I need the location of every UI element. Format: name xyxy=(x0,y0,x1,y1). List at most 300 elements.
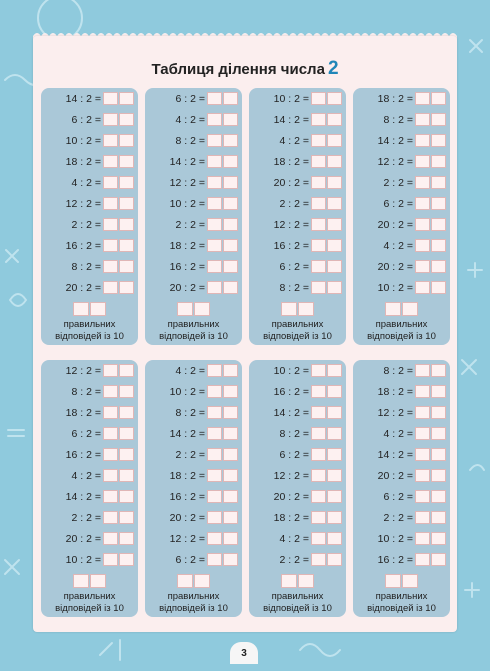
score-box[interactable] xyxy=(385,302,401,316)
exercise-expression: 16 : 2 = xyxy=(169,261,205,273)
answer-box[interactable] xyxy=(119,92,134,105)
exercise-expression: 2 : 2 = xyxy=(175,219,205,231)
answer-box[interactable] xyxy=(103,176,118,189)
answer-box[interactable] xyxy=(311,553,326,566)
answer-box[interactable] xyxy=(207,113,222,126)
answer-box[interactable] xyxy=(207,260,222,273)
answer-box[interactable] xyxy=(223,260,238,273)
answer-box[interactable] xyxy=(431,427,446,440)
answer-box[interactable] xyxy=(311,511,326,524)
answer-box[interactable] xyxy=(103,239,118,252)
answer-box[interactable] xyxy=(311,134,326,147)
answer-box[interactable] xyxy=(119,490,134,503)
exercise-expression: 6 : 2 = xyxy=(279,261,309,273)
exercise-row xyxy=(41,259,138,275)
exercise-expression: 12 : 2 = xyxy=(65,365,101,377)
score-box[interactable] xyxy=(177,574,193,588)
answer-box[interactable] xyxy=(207,490,222,503)
answer-box[interactable] xyxy=(311,448,326,461)
exercise-row xyxy=(145,531,242,547)
score-caption-line1: правильних xyxy=(63,591,116,602)
score-caption-line1: правильних xyxy=(375,319,428,330)
answer-box[interactable] xyxy=(327,406,342,419)
answer-box[interactable] xyxy=(119,511,134,524)
answer-box[interactable] xyxy=(431,176,446,189)
answer-box[interactable] xyxy=(327,553,342,566)
exercise-row xyxy=(41,217,138,233)
answer-box[interactable] xyxy=(207,406,222,419)
answer-box[interactable] xyxy=(207,281,222,294)
exercise-row xyxy=(353,384,450,400)
exercise-expression: 8 : 2 = xyxy=(383,114,413,126)
answer-box[interactable] xyxy=(103,92,118,105)
answer-box[interactable] xyxy=(327,490,342,503)
answer-box[interactable] xyxy=(223,511,238,524)
score-box[interactable] xyxy=(90,302,106,316)
answer-box[interactable] xyxy=(431,92,446,105)
score-box[interactable] xyxy=(298,302,314,316)
answer-box[interactable] xyxy=(103,260,118,273)
answer-box[interactable] xyxy=(119,218,134,231)
answer-box[interactable] xyxy=(415,260,430,273)
answer-box[interactable] xyxy=(415,134,430,147)
score-caption xyxy=(347,591,456,614)
answer-box[interactable] xyxy=(327,176,342,189)
answer-box[interactable] xyxy=(207,134,222,147)
answer-box[interactable] xyxy=(431,134,446,147)
exercise-row xyxy=(249,238,346,254)
answer-box[interactable] xyxy=(119,239,134,252)
score-caption-line1: правильних xyxy=(63,319,116,330)
exercise-expression: 16 : 2 = xyxy=(169,491,205,503)
answer-box[interactable] xyxy=(119,532,134,545)
exercise-row xyxy=(145,510,242,526)
answer-box[interactable] xyxy=(327,385,342,398)
exercise-row xyxy=(353,510,450,526)
answer-box[interactable] xyxy=(103,427,118,440)
exercise-expression: 18 : 2 = xyxy=(377,93,413,105)
answer-box[interactable] xyxy=(207,92,222,105)
exercise-row xyxy=(41,531,138,547)
answer-box[interactable] xyxy=(431,260,446,273)
exercise-row xyxy=(353,552,450,568)
exercise-expression: 16 : 2 = xyxy=(65,449,101,461)
answer-box[interactable] xyxy=(311,385,326,398)
answer-box[interactable] xyxy=(119,155,134,168)
answer-box[interactable] xyxy=(327,197,342,210)
exercise-expression: 6 : 2 = xyxy=(175,554,205,566)
answer-box[interactable] xyxy=(223,176,238,189)
exercise-expression: 6 : 2 = xyxy=(279,449,309,461)
exercise-expression: 6 : 2 = xyxy=(71,114,101,126)
exercise-row xyxy=(353,133,450,149)
exercise-row xyxy=(249,531,346,547)
exercise-expression: 20 : 2 = xyxy=(273,177,309,189)
score-caption-line1: правильних xyxy=(375,591,428,602)
exercise-expression: 8 : 2 = xyxy=(175,135,205,147)
answer-box[interactable] xyxy=(119,448,134,461)
answer-box[interactable] xyxy=(415,532,430,545)
score-box[interactable] xyxy=(90,574,106,588)
answer-box[interactable] xyxy=(327,532,342,545)
exercise-row xyxy=(353,405,450,421)
exercise-row xyxy=(249,196,346,212)
exercise-row xyxy=(249,489,346,505)
score-caption-line2: відповідей із 10 xyxy=(367,602,436,614)
answer-box[interactable] xyxy=(311,427,326,440)
answer-box[interactable] xyxy=(415,469,430,482)
exercise-row xyxy=(353,363,450,379)
exercise-expression: 20 : 2 = xyxy=(65,282,101,294)
score-box[interactable] xyxy=(194,302,210,316)
answer-box[interactable] xyxy=(431,281,446,294)
answer-box[interactable] xyxy=(223,239,238,252)
answer-box[interactable] xyxy=(103,448,118,461)
answer-box[interactable] xyxy=(223,364,238,377)
exercise-row xyxy=(145,447,242,463)
answer-box[interactable] xyxy=(327,155,342,168)
answer-box[interactable] xyxy=(327,281,342,294)
answer-box[interactable] xyxy=(223,281,238,294)
answer-box[interactable] xyxy=(311,532,326,545)
answer-box[interactable] xyxy=(119,406,134,419)
answer-box[interactable] xyxy=(415,490,430,503)
exercise-expression: 8 : 2 = xyxy=(279,282,309,294)
answer-box[interactable] xyxy=(103,155,118,168)
exercise-row xyxy=(145,91,242,107)
score-caption-line1: правильних xyxy=(167,319,220,330)
answer-box[interactable] xyxy=(415,448,430,461)
answer-box[interactable] xyxy=(119,281,134,294)
exercise-expression: 12 : 2 = xyxy=(65,198,101,210)
answer-box[interactable] xyxy=(327,239,342,252)
score-caption-line1: правильних xyxy=(271,319,324,330)
answer-box[interactable] xyxy=(327,92,342,105)
answer-box[interactable] xyxy=(431,385,446,398)
answer-box[interactable] xyxy=(207,155,222,168)
exercise-row xyxy=(145,175,242,191)
answer-box[interactable] xyxy=(207,239,222,252)
answer-box[interactable] xyxy=(103,113,118,126)
answer-box[interactable] xyxy=(327,113,342,126)
exercise-expression: 14 : 2 = xyxy=(377,449,413,461)
exercise-expression: 14 : 2 = xyxy=(273,114,309,126)
answer-box[interactable] xyxy=(311,281,326,294)
answer-box[interactable] xyxy=(103,532,118,545)
answer-box[interactable] xyxy=(119,364,134,377)
answer-box[interactable] xyxy=(431,448,446,461)
answer-box[interactable] xyxy=(431,553,446,566)
score-caption xyxy=(347,319,456,342)
exercise-expression: 18 : 2 = xyxy=(273,156,309,168)
exercise-expression: 12 : 2 = xyxy=(169,533,205,545)
exercise-expression: 10 : 2 = xyxy=(377,282,413,294)
exercise-expression: 6 : 2 = xyxy=(383,198,413,210)
exercise-row xyxy=(41,552,138,568)
answer-box[interactable] xyxy=(311,239,326,252)
answer-box[interactable] xyxy=(311,92,326,105)
answer-box[interactable] xyxy=(327,218,342,231)
exercise-row xyxy=(249,468,346,484)
answer-box[interactable] xyxy=(327,448,342,461)
answer-box[interactable] xyxy=(431,155,446,168)
exercise-row xyxy=(249,363,346,379)
answer-box[interactable] xyxy=(207,364,222,377)
exercise-expression: 20 : 2 = xyxy=(377,219,413,231)
answer-box[interactable] xyxy=(207,385,222,398)
answer-box[interactable] xyxy=(327,469,342,482)
exercise-expression: 12 : 2 = xyxy=(169,177,205,189)
exercise-expression: 10 : 2 = xyxy=(273,93,309,105)
exercise-row xyxy=(41,384,138,400)
answer-box[interactable] xyxy=(431,469,446,482)
exercise-row xyxy=(145,552,242,568)
answer-box[interactable] xyxy=(327,134,342,147)
answer-box[interactable] xyxy=(119,197,134,210)
exercise-row xyxy=(145,259,242,275)
answer-box[interactable] xyxy=(103,385,118,398)
exercise-row xyxy=(249,426,346,442)
exercise-expression: 12 : 2 = xyxy=(377,407,413,419)
answer-box[interactable] xyxy=(431,218,446,231)
answer-box[interactable] xyxy=(415,427,430,440)
exercise-expression: 10 : 2 = xyxy=(377,533,413,545)
answer-box[interactable] xyxy=(223,448,238,461)
exercise-row xyxy=(353,196,450,212)
score-caption-line2: відповідей із 10 xyxy=(159,602,228,614)
answer-box[interactable] xyxy=(119,553,134,566)
exercise-card xyxy=(145,360,242,617)
answer-box[interactable] xyxy=(103,511,118,524)
exercise-row xyxy=(145,405,242,421)
answer-box[interactable] xyxy=(223,155,238,168)
answer-box[interactable] xyxy=(223,469,238,482)
exercise-row xyxy=(249,112,346,128)
score-caption-line2: відповідей із 10 xyxy=(263,602,332,614)
exercise-row xyxy=(249,384,346,400)
exercise-expression: 4 : 2 = xyxy=(71,177,101,189)
answer-box[interactable] xyxy=(431,406,446,419)
answer-box[interactable] xyxy=(327,364,342,377)
score-box[interactable] xyxy=(298,574,314,588)
exercise-row xyxy=(145,154,242,170)
answer-box[interactable] xyxy=(311,364,326,377)
exercise-row xyxy=(249,552,346,568)
score-caption-line1: правильних xyxy=(271,591,324,602)
answer-box[interactable] xyxy=(431,364,446,377)
exercise-row xyxy=(145,280,242,296)
exercise-expression: 14 : 2 = xyxy=(65,491,101,503)
answer-box[interactable] xyxy=(311,469,326,482)
exercise-row xyxy=(353,217,450,233)
exercise-row xyxy=(41,91,138,107)
exercise-expression: 8 : 2 = xyxy=(279,428,309,440)
answer-box[interactable] xyxy=(103,553,118,566)
exercise-expression: 12 : 2 = xyxy=(273,219,309,231)
answer-box[interactable] xyxy=(223,92,238,105)
answer-box[interactable] xyxy=(415,113,430,126)
exercise-expression: 4 : 2 = xyxy=(175,114,205,126)
score-box[interactable] xyxy=(281,302,297,316)
exercise-card xyxy=(353,88,450,345)
exercise-row xyxy=(41,447,138,463)
score-box[interactable] xyxy=(73,302,89,316)
exercise-expression: 4 : 2 = xyxy=(279,135,309,147)
answer-box[interactable] xyxy=(223,532,238,545)
answer-box[interactable] xyxy=(311,260,326,273)
answer-box[interactable] xyxy=(415,155,430,168)
answer-box[interactable] xyxy=(431,239,446,252)
score-caption xyxy=(35,319,144,342)
exercise-row xyxy=(145,217,242,233)
exercise-row xyxy=(249,259,346,275)
exercise-expression: 14 : 2 = xyxy=(273,407,309,419)
score-caption-line2: відповідей із 10 xyxy=(55,602,124,614)
exercise-expression: 20 : 2 = xyxy=(273,491,309,503)
answer-box[interactable] xyxy=(327,260,342,273)
exercise-expression: 14 : 2 = xyxy=(169,156,205,168)
score-box[interactable] xyxy=(385,574,401,588)
exercise-row xyxy=(41,510,138,526)
answer-box[interactable] xyxy=(119,134,134,147)
score-caption xyxy=(243,591,352,614)
exercise-expression: 14 : 2 = xyxy=(169,428,205,440)
answer-box[interactable] xyxy=(431,490,446,503)
answer-box[interactable] xyxy=(223,134,238,147)
answer-box[interactable] xyxy=(119,176,134,189)
answer-box[interactable] xyxy=(415,218,430,231)
answer-box[interactable] xyxy=(207,218,222,231)
score-caption-line2: відповідей із 10 xyxy=(159,330,228,342)
answer-box[interactable] xyxy=(119,385,134,398)
answer-box[interactable] xyxy=(207,197,222,210)
answer-box[interactable] xyxy=(311,155,326,168)
answer-box[interactable] xyxy=(207,532,222,545)
exercise-card xyxy=(41,88,138,345)
answer-box[interactable] xyxy=(103,281,118,294)
answer-box[interactable] xyxy=(103,406,118,419)
score-caption xyxy=(35,591,144,614)
answer-box[interactable] xyxy=(103,364,118,377)
exercise-row xyxy=(249,280,346,296)
exercise-row xyxy=(41,154,138,170)
answer-box[interactable] xyxy=(223,406,238,419)
answer-box[interactable] xyxy=(311,113,326,126)
exercise-row xyxy=(353,531,450,547)
answer-box[interactable] xyxy=(311,406,326,419)
exercise-expression: 10 : 2 = xyxy=(169,198,205,210)
answer-box[interactable] xyxy=(119,427,134,440)
score-box[interactable] xyxy=(177,302,193,316)
answer-box[interactable] xyxy=(103,197,118,210)
answer-box[interactable] xyxy=(207,553,222,566)
exercise-expression: 6 : 2 = xyxy=(175,93,205,105)
answer-box[interactable] xyxy=(119,113,134,126)
answer-box[interactable] xyxy=(103,218,118,231)
exercise-expression: 2 : 2 = xyxy=(383,512,413,524)
score-box[interactable] xyxy=(194,574,210,588)
answer-box[interactable] xyxy=(207,511,222,524)
answer-box[interactable] xyxy=(431,113,446,126)
exercise-row xyxy=(41,175,138,191)
answer-box[interactable] xyxy=(415,92,430,105)
exercise-row xyxy=(41,280,138,296)
answer-box[interactable] xyxy=(431,532,446,545)
score-box[interactable] xyxy=(281,574,297,588)
answer-box[interactable] xyxy=(415,553,430,566)
answer-box[interactable] xyxy=(223,197,238,210)
answer-box[interactable] xyxy=(223,113,238,126)
exercise-card xyxy=(353,360,450,617)
exercise-expression: 10 : 2 = xyxy=(65,135,101,147)
answer-box[interactable] xyxy=(223,218,238,231)
answer-box[interactable] xyxy=(103,490,118,503)
answer-box[interactable] xyxy=(103,469,118,482)
exercise-expression: 10 : 2 = xyxy=(273,365,309,377)
exercise-row xyxy=(145,133,242,149)
exercise-expression: 4 : 2 = xyxy=(71,470,101,482)
exercise-row xyxy=(249,405,346,421)
exercise-row xyxy=(249,217,346,233)
answer-box[interactable] xyxy=(311,197,326,210)
exercise-expression: 16 : 2 = xyxy=(377,554,413,566)
answer-box[interactable] xyxy=(415,406,430,419)
answer-box[interactable] xyxy=(223,490,238,503)
answer-box[interactable] xyxy=(327,427,342,440)
answer-box[interactable] xyxy=(311,176,326,189)
answer-box[interactable] xyxy=(415,281,430,294)
exercise-row xyxy=(145,489,242,505)
answer-box[interactable] xyxy=(415,511,430,524)
answer-box[interactable] xyxy=(207,427,222,440)
answer-box[interactable] xyxy=(223,553,238,566)
answer-box[interactable] xyxy=(103,134,118,147)
answer-box[interactable] xyxy=(327,511,342,524)
answer-box[interactable] xyxy=(431,511,446,524)
score-box[interactable] xyxy=(402,302,418,316)
answer-box[interactable] xyxy=(207,469,222,482)
exercise-expression: 18 : 2 = xyxy=(169,470,205,482)
answer-box[interactable] xyxy=(119,260,134,273)
exercise-expression: 18 : 2 = xyxy=(273,512,309,524)
answer-box[interactable] xyxy=(415,364,430,377)
answer-box[interactable] xyxy=(415,197,430,210)
answer-box[interactable] xyxy=(223,385,238,398)
exercise-row xyxy=(145,468,242,484)
answer-box[interactable] xyxy=(431,197,446,210)
exercise-expression: 20 : 2 = xyxy=(169,512,205,524)
answer-box[interactable] xyxy=(223,427,238,440)
answer-box[interactable] xyxy=(207,176,222,189)
answer-box[interactable] xyxy=(415,385,430,398)
answer-box[interactable] xyxy=(207,448,222,461)
exercise-expression: 18 : 2 = xyxy=(65,156,101,168)
exercise-expression: 4 : 2 = xyxy=(383,240,413,252)
answer-box[interactable] xyxy=(311,490,326,503)
answer-box[interactable] xyxy=(119,469,134,482)
score-box[interactable] xyxy=(402,574,418,588)
exercise-expression: 8 : 2 = xyxy=(175,407,205,419)
answer-box[interactable] xyxy=(415,176,430,189)
answer-box[interactable] xyxy=(415,239,430,252)
exercise-card xyxy=(249,88,346,345)
exercise-expression: 20 : 2 = xyxy=(169,282,205,294)
score-box[interactable] xyxy=(73,574,89,588)
answer-box[interactable] xyxy=(311,218,326,231)
exercise-row xyxy=(41,363,138,379)
exercise-row xyxy=(41,426,138,442)
exercise-row xyxy=(353,280,450,296)
